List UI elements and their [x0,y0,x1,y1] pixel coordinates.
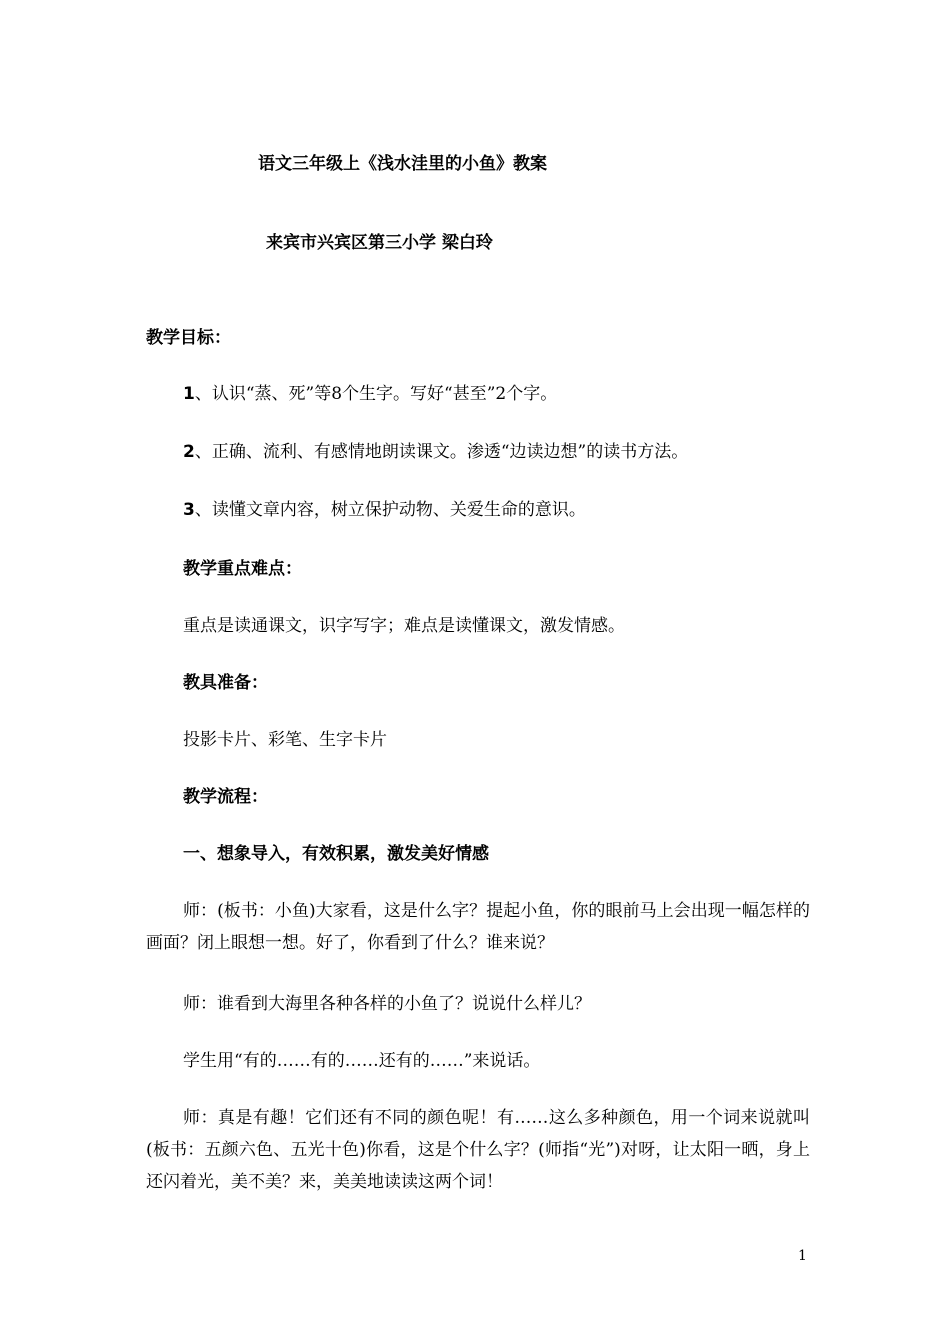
document-title: 语文三年级上《浅水洼里的小鱼》教案 [258,154,547,174]
body-paragraph: 师：(板书：小鱼)大家看，这是什么字？提起小鱼，你的眼前马上会出现一幅怎样的画面？闭上眼想一想。好了，你看到了什么？谁来说？ [146,901,810,953]
objective-item [183,442,688,462]
body-paragraph: 师：谁看到大海里各种各样的小鱼了？说说什么样儿？ [183,994,591,1014]
objective-text: 、正确、流利、有感情地朗读课文。渗透“边读边想”的读书方法。 [194,442,689,462]
objective-item [183,500,586,520]
page-number: 1 [798,1248,807,1264]
process-heading: 教学流程： [183,787,268,807]
objective-number: 2 [183,442,195,462]
objective-item [183,384,557,404]
objective-text: 、认识“蒸、死”等8个生字。写好“甚至”2个字。 [194,384,558,404]
key-points-heading: 教学重点难点： [183,559,302,579]
tools-heading: 教具准备： [183,673,268,693]
body-paragraph: 师：真是有趣！它们还有不同的颜色呢！有……这么多种颜色，用一个词来说就叫(板书：五颜六色、五光十色)你看，这是个什么字？(师指“光”)对呀，让太阳一晒，身上还闪着光，美不美？来，美美地读读这两个词！ [146,1108,810,1192]
objective-text: 、读懂文章内容，树立保护动物、关爱生命的意识。 [194,500,586,520]
body-paragraph: 学生用“有的……有的……还有的……”来说话。 [183,1051,541,1071]
tools-text: 投影卡片、彩笔、生字卡片 [183,730,387,750]
objective-number: 3 [183,500,195,520]
objective-number: 1 [183,384,195,404]
section-one-heading: 一、想象导入，有效积累，激发美好情感 [183,844,489,864]
key-points-text: 重点是读通课文，识字写字；难点是读懂课文，激发情感。 [183,616,625,636]
document-author: 来宾市兴宾区第三小学 梁白玲 [266,233,493,253]
objectives-heading: 教学目标： [146,328,231,348]
